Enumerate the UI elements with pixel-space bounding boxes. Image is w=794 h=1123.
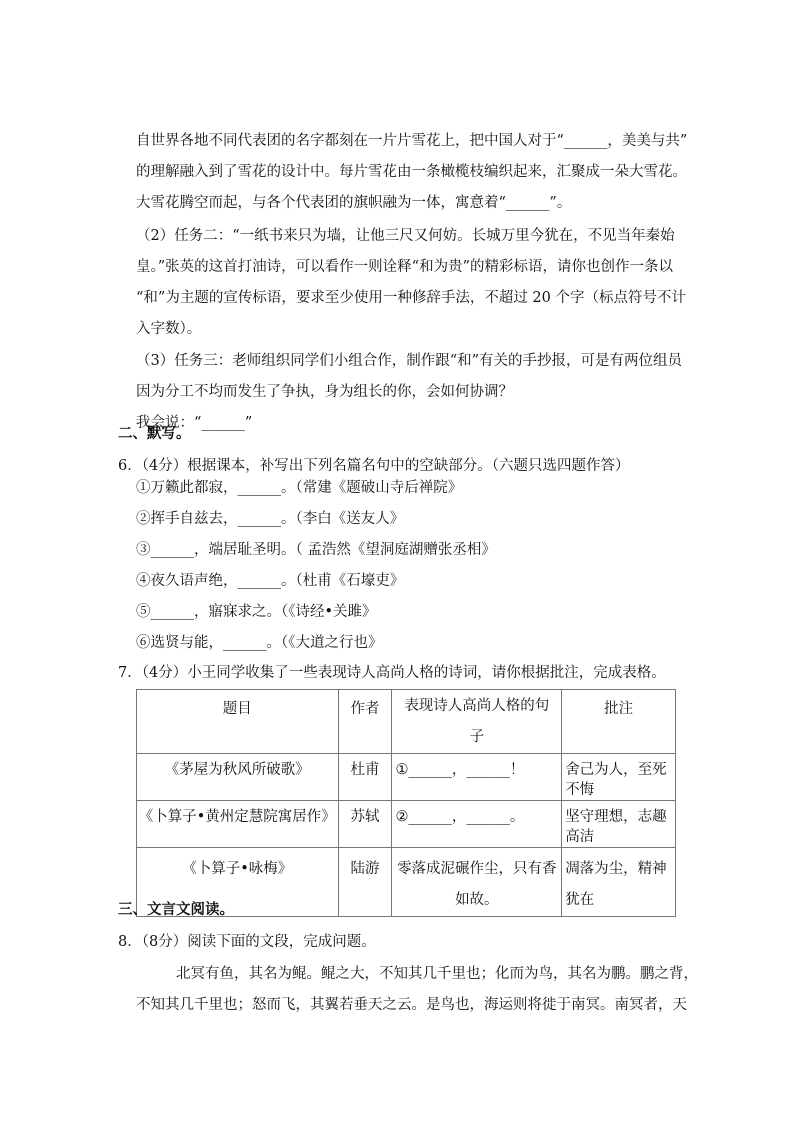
section-heading-classical: 三、文言文阅读。 <box>118 901 234 918</box>
q6-item: ⑤______，寤寐求之。（《诗经•关雎》 <box>136 604 377 620</box>
cell-note: 凋落为尘，精神犹在 <box>562 848 676 917</box>
task3-answer-line: 我会说：“______” <box>136 415 253 431</box>
cell-title: 《卜算子•黄州定慧院寓居作》 <box>137 801 339 848</box>
q7-prompt: 7．（4分）小王同学收集了一些表现诗人高尚人格的诗词，请你根据批注，完成表格。 <box>118 665 666 681</box>
table-row <box>137 801 676 848</box>
q8-passage-line2: 不知其几千里也；怒而飞，其翼若垂天之云。是鸟也，海运则将徙于南冥。南冥者，天 <box>136 997 687 1013</box>
q6-item: ②挥手自兹去，______。（李白《送友人》 <box>136 511 405 527</box>
q6-item: ⑥选贤与能，______。（《大道之行也》 <box>136 635 383 651</box>
cell-author: 苏轼 <box>338 801 392 848</box>
task2-line1: （2）任务二：“一纸书来只为墙，让他三尺又何妨。长城万里今犹在，不见当年秦始 <box>136 228 675 244</box>
q6-item: ④夜久语声绝，______。（杜甫《石壕吏》 <box>136 573 405 589</box>
header-author: 作者 <box>338 690 392 754</box>
task2-line3: “和”为主题的宣传标语，要求至少使用一种修辞手法，不超过 20 个字（标点符号不计 <box>136 290 686 306</box>
task1-line1: 自世界各地不同代表团的名字都刻在一片片雪花上，把中国人对于“______，美美与共” <box>136 133 688 149</box>
poem-table <box>136 689 676 917</box>
q8-passage-line1: 北冥有鱼，其名为鲲。鲲之大，不知其几千里也；化而为鸟，其名为鹏。鹏之背， <box>176 966 698 982</box>
cell-sentence: ①______，______！ <box>392 754 562 801</box>
q6-item: ①万籁此都寂，______。（常建《题破山寺后禅院》 <box>136 480 463 496</box>
table-row <box>137 754 676 801</box>
q8-prompt: 8．（8分）阅读下面的文段，完成问题。 <box>118 934 376 950</box>
task1-line2: 的理解融入到了雪花的设计中。每片雪花由一条橄榄枝编织起来，汇聚成一朵大雪花。 <box>136 164 687 180</box>
cell-author: 杜甫 <box>338 754 392 801</box>
cell-note: 舍己为人，至死不悔 <box>562 754 676 801</box>
header-note: 批注 <box>562 690 676 754</box>
header-sentence: 表现诗人高尚人格的句子 <box>392 690 562 754</box>
q6-item: ③______，端居耻圣明。（ 孟浩然《望洞庭湖赠张丞相》 <box>136 542 496 558</box>
task1-line3: 大雪花腾空而起，与各个代表团的旗帜融为一体，寓意着“______”。 <box>136 195 572 211</box>
cell-sentence: ②______，______。 <box>392 801 562 848</box>
task2-line2: 皇。”张英的这首打油诗，可以看作一则诠释“和为贵”的精彩标语，请你也创作一条以 <box>136 259 673 275</box>
task3-line2: 因为分工不均而发生了争执，身为组长的你，会如何协调？ <box>136 384 513 400</box>
cell-title: 《卜算子•咏梅》 <box>137 848 339 917</box>
task2-line4: 入字数）。 <box>136 321 202 337</box>
section-heading-dictation: 二、默写。 <box>118 425 191 442</box>
q6-prompt: 6．（4分）根据课本，补写出下列名篇名句中的空缺部分。（六题只选四题作答） <box>118 458 630 474</box>
cell-title: 《茅屋为秋风所破歌》 <box>137 754 339 801</box>
cell-note: 坚守理想，志趣高洁 <box>562 801 676 848</box>
table-header-row <box>137 690 676 754</box>
task3-line1: （3）任务三：老师组织同学们小组合作，制作跟“和”有关的手抄报，可是有两位组员 <box>136 353 683 369</box>
header-title: 题目 <box>137 690 339 754</box>
cell-author: 陆游 <box>338 848 392 917</box>
cell-sentence: 零落成泥碾作尘，只有香如故。 <box>392 848 562 917</box>
